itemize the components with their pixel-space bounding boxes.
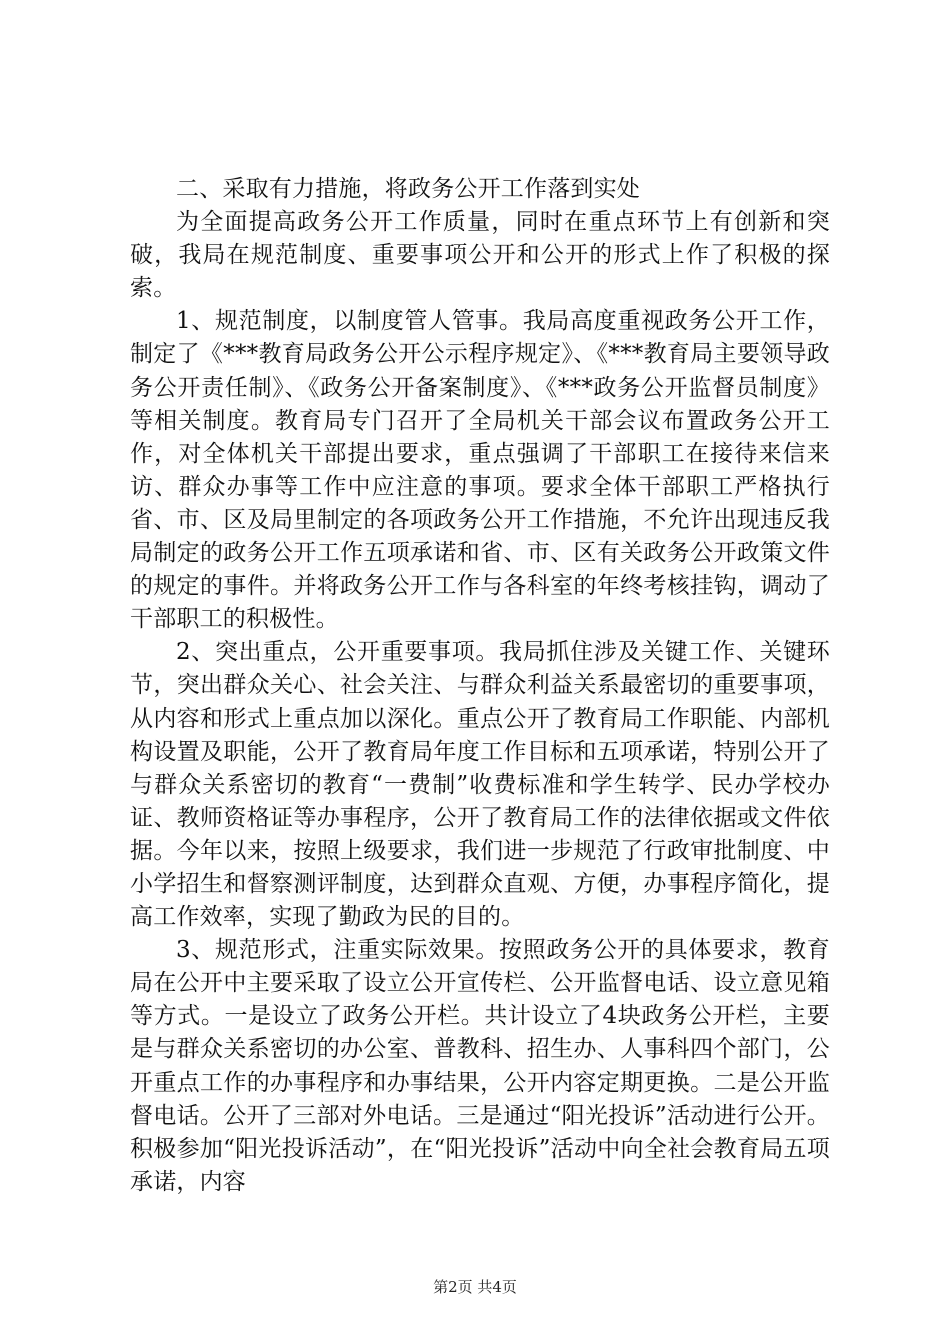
- document-body: [130, 173, 830, 1199]
- paragraph-intro: 为全面提高政务公开工作质量，同时在重点环节上有创新和突破，我局在规范制度、重要事项公开和公开的形式上作了积极的探索。: [130, 209, 830, 302]
- page-number-footer: 第2页 共4页: [433, 1278, 517, 1296]
- paragraph-1-standardize-system: 1、规范制度，以制度管人管事。我局高度重视政务公开工作，制定了《***教育局政务公开公示程序规定》、《***教育局主要领导政务公开责任制》、《政务公开备案制度》、《***政务公开监督员制度》等相关制度。教育局专门召开了全局机关干部会议布置政务公开工作，对全体机关干部提出要求，重点强调了干部职工在接待来信来访、群众办事等工作中应注意的事项。要求全体干部职工严格执行省、市、区及局里制定的各项政务公开工作措施，不允许出现违反我局制定的政务公开工作五项承诺和省、市、区有关政务公开政策文件的规定的事件。并将政务公开工作与各科室的年终考核挂钩，调动了干部职工的积极性。: [130, 308, 830, 633]
- paragraph-2-highlight-key-items: 2、突出重点，公开重要事项。我局抓住涉及关键工作、关键环节，突出群众关心、社会关注、与群众利益关系最密切的重要事项，从内容和形式上重点加以深化。重点公开了教育局工作职能、内部机构设置及职能，公开了教育局年度工作目标和五项承诺，特别公开了与群众关系密切的教育“一费制”收费标准和学生转学、民办学校办证、教师资格证等办事程序，公开了教育局工作的法律依据或文件依据。今年以来，按照上级要求，我们进一步规范了行政审批制度、中小学招生和督察测评制度，达到群众直观、方便，办事程序简化，提高工作效率，实现了勤政为民的目的。: [130, 639, 830, 931]
- section-heading: 二、采取有力措施，将政务公开工作落到实处: [176, 176, 640, 202]
- paragraph-3-standardize-forms: 3、规范形式，注重实际效果。按照政务公开的具体要求，教育局在公开中主要采取了设立公开宣传栏、公开监督电话、设立意见箱等方式。一是设立了政务公开栏。共计设立了4块政务公开栏，主要是与群众关系密切的办公室、普教科、招生办、人事科四个部门，公开重点工作的办事程序和办事结果，公开内容定期更换。二是公开监督电话。公开了三部对外电话。三是通过“阳光投诉”活动进行公开。积极参加“阳光投诉活动”，在“阳光投诉”活动中向全社会教育局五项承诺，内容: [130, 937, 830, 1195]
